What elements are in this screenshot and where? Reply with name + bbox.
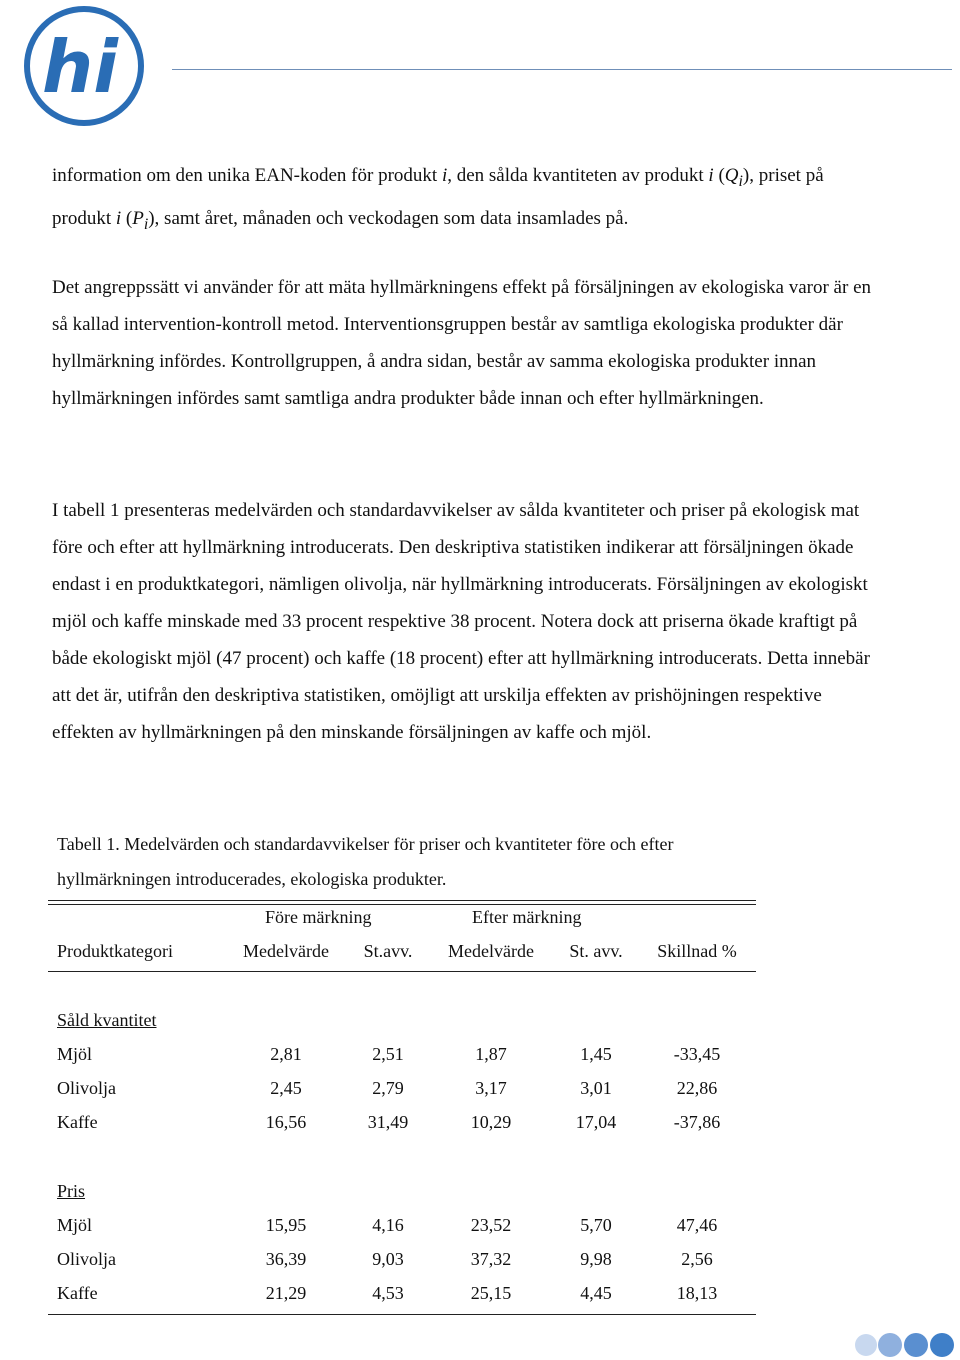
table-cell: 15,95	[265, 1215, 307, 1235]
section-title-quantity: Såld kvantitet	[57, 1010, 157, 1030]
table-cell: 1,45	[580, 1044, 612, 1064]
column-header: Medelvärde	[448, 941, 534, 961]
table-cell: 23,52	[470, 1215, 512, 1235]
table-cell: 47,46	[676, 1215, 718, 1235]
row-label: Olivolja	[57, 1078, 116, 1098]
decorative-dots	[852, 1330, 960, 1360]
row-label: Olivolja	[57, 1249, 116, 1269]
row-label: Mjöl	[57, 1044, 93, 1064]
table-cell: 2,51	[372, 1044, 404, 1064]
column-header: Skillnad %	[657, 941, 737, 961]
table-cell: 9,03	[372, 1249, 404, 1269]
column-header: Produktkategori	[57, 941, 173, 961]
table-cell: 16,56	[265, 1112, 307, 1132]
column-header: St.avv.	[363, 941, 413, 961]
table-cell: 9,98	[580, 1249, 612, 1269]
column-header: Medelvärde	[243, 941, 329, 961]
table-cell: 1,87	[475, 1044, 507, 1064]
table-cell: 17,04	[575, 1112, 617, 1132]
table-cell: 10,29	[470, 1112, 512, 1132]
table-cell: 4,53	[372, 1283, 404, 1303]
table-cell: 2,56	[681, 1249, 713, 1269]
row-label: Kaffe	[57, 1283, 98, 1303]
table-cell: 2,81	[270, 1044, 302, 1064]
paragraph-2: Det angreppssätt vi använder för att mäta hyllmärkningens effekt på försäljningen av ekologiska varor är en så kallad intervention-kontroll metod. Interventionsgruppen består av samtliga ekologiska produkter där hyllmärkning infördes. Kontrollgruppen, å andra sidan, består av samma ekologiska produkter innan hyllmärkningen infördes samt samtliga andra produkter både innan och efter hyllmärkningen.	[52, 277, 872, 409]
logo-text: hi	[42, 25, 118, 109]
table-bottom-rule	[48, 1314, 756, 1315]
table-cell: 36,39	[265, 1249, 307, 1269]
column-header: St. avv.	[569, 941, 623, 961]
table-cell: 3,17	[475, 1078, 507, 1098]
row-label: Kaffe	[57, 1112, 98, 1132]
table-cell: 22,86	[676, 1078, 718, 1098]
table-cell: 4,45	[580, 1283, 612, 1303]
table-top-rule-double	[48, 904, 756, 905]
table-cell: 2,45	[270, 1078, 302, 1098]
table-cell: 25,15	[470, 1283, 512, 1303]
paragraph-1: information om den unika EAN-koden för produkt i, den sålda kvantiteten av produkt i $(Q_i)$, priset på produkt i $(P_i)$, samt året, månaden och veckodagen som data insamlades på.	[52, 165, 824, 233]
table-cell: 21,29	[265, 1283, 307, 1303]
table-cell: 3,01	[580, 1078, 612, 1098]
paragraph-3: I tabell 1 presenteras medelvärden och standardavvikelser av sålda kvantiteter och priser på ekologisk mat före och efter att hyllmärkning introducerats. Den deskriptiva statistiken indikerar att försäljningen ökade endast i en produktkategori, nämligen olivolja, när hyllmärkning introducerats. Försäljningen av ekologiskt mjöl och kaffe minskade med 33 procent respektive 38 procent. Notera dock att priserna ökade kraftigt på både ekologiskt mjöl (47 procent) och kaffe (18 procent) efter att hyllmärkning introducerats. Detta innebär att det är, utifrån den deskriptiva statistiken, omöjligt att urskilja effekten av prishöjningen respektive effekten av hyllmärkningen på den minskande försäljningen av kaffe och mjöl.	[52, 500, 870, 743]
table-cell: 37,32	[470, 1249, 512, 1269]
table-cell: 5,70	[580, 1215, 612, 1235]
table-cell: 31,49	[367, 1112, 409, 1132]
group-header-after: Efter märkning	[472, 907, 582, 927]
table-cell: 4,16	[372, 1215, 404, 1235]
table-cell: 2,79	[372, 1078, 404, 1098]
hi-logo	[22, 4, 146, 128]
table-cell: -37,86	[673, 1112, 721, 1132]
section-title-price: Pris	[57, 1181, 86, 1201]
table-cell: 18,13	[676, 1283, 718, 1303]
header-rule	[172, 69, 952, 70]
table-header-rule	[48, 971, 756, 972]
table-caption: Tabell 1. Medelvärden och standardavvikelser för priser och kvantiteter före och efter hyllmärkningen introducerades, ekologiska produkter.	[57, 834, 674, 889]
row-label: Mjöl	[57, 1215, 93, 1235]
table-top-rule	[48, 900, 756, 901]
table-cell: -33,45	[673, 1044, 721, 1064]
group-header-before: Före märkning	[265, 907, 372, 927]
